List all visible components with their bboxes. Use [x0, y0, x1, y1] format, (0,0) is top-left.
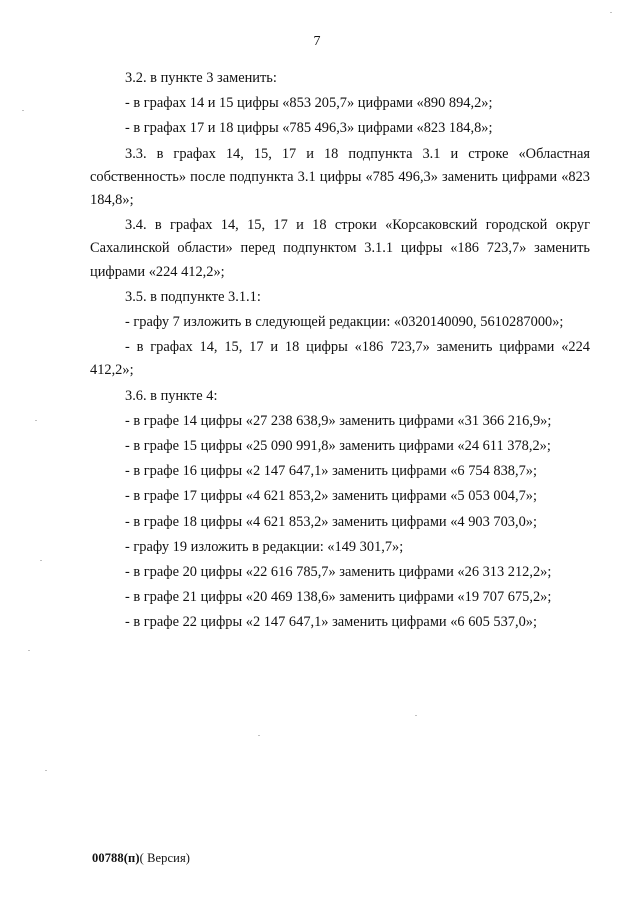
page-number: 7 [313, 34, 321, 49]
list-item: - в графе 17 цифры «4 621 853,2» заменить цифрами «5 053 004,7»; [125, 488, 537, 505]
document-body [90, 67, 590, 637]
list-item: - в графе 14 цифры «27 238 638,9» заменить цифрами «31 366 216,9»; [125, 412, 552, 429]
list-item: - в графе 21 цифры «20 469 138,6» заменить цифрами «19 707 675,2»; [125, 589, 552, 606]
list-item: - в графах 14 и 15 цифры «853 205,7» цифрами «890 894,2»; [125, 95, 493, 112]
scan-speck [40, 560, 42, 561]
paragraph-3-2: 3.2. в пункте 3 заменить: [125, 70, 277, 86]
footer-version: ( Версия) [139, 851, 191, 865]
list-item: - в графе 16 цифры «2 147 647,1» заменить цифрами «6 754 838,7»; [125, 463, 537, 480]
list-item: - в графе 15 цифры «25 090 991,8» заменить цифрами «24 611 378,2»; [125, 438, 551, 455]
paragraph-3-6: 3.6. в пункте 4: [125, 387, 218, 404]
paragraph-3-5: 3.5. в подпункте 3.1.1: [125, 288, 261, 305]
scan-speck [258, 735, 260, 736]
list-item: - в графе 18 цифры «4 621 853,2» заменить цифрами «4 903 703,0»; [125, 513, 537, 530]
list-item: - в графе 20 цифры «22 616 785,7» заменить цифрами «26 313 212,2»; [125, 564, 552, 581]
paragraph-3-4: 3.4. в графах 14, 15, 17 и 18 строки «Корсаковский городской округ Сахалинской области» перед подпунктом 3.1.1 цифры «186 723,7» заменить цифрами «224 412,2»; [90, 217, 590, 280]
scan-speck [415, 715, 417, 716]
scan-speck [45, 770, 47, 771]
scan-speck [610, 12, 612, 13]
list-item: - в графе 22 цифры «2 147 647,1» заменить цифрами «6 605 537,0»; [125, 614, 537, 631]
list-item: - в графах 14, 15, 17 и 18 цифры «186 723,7» заменить цифрами «224 412,2»; [90, 339, 590, 379]
footer-document-code: 00788(п) [92, 851, 140, 865]
list-item: - графу 19 изложить в редакции: «149 301,7»; [125, 538, 404, 555]
scan-speck [35, 420, 37, 421]
scan-speck [28, 650, 30, 651]
paragraph-3-3: 3.3. в графах 14, 15, 17 и 18 подпункта 3.1 и строке «Областная собственность» после подпункта 3.1 цифры «785 496,3» заменить цифрами «823 184,8»; [90, 145, 590, 209]
list-item: - в графах 17 и 18 цифры «785 496,3» цифрами «823 184,8»; [125, 120, 493, 137]
scan-speck [22, 110, 24, 111]
footer [92, 851, 190, 866]
list-item: - графу 7 изложить в следующей редакции: «0320140090, 5610287000»; [125, 314, 564, 331]
